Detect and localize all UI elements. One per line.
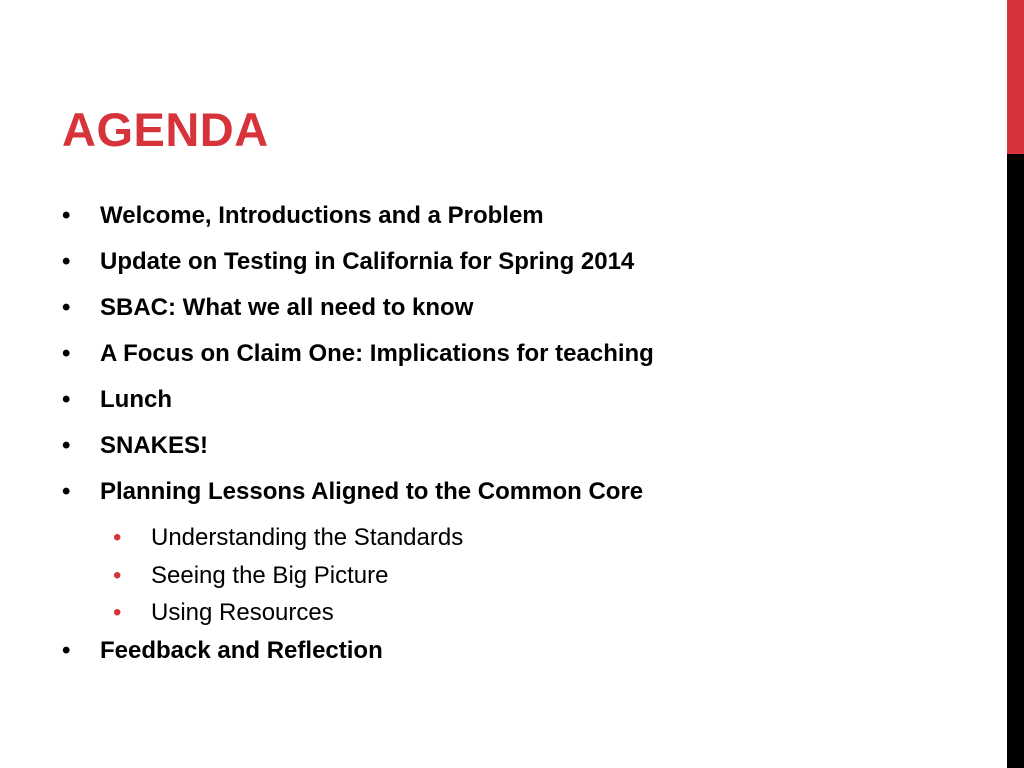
bullet-icon: • bbox=[62, 248, 71, 275]
agenda-item-label: Update on Testing in California for Spring 2014 bbox=[100, 248, 635, 275]
slide-title: AGENDA bbox=[62, 103, 269, 156]
agenda-item-label: SNAKES! bbox=[100, 432, 209, 459]
agenda-item-label: Lunch bbox=[100, 386, 172, 413]
agenda-item bbox=[62, 385, 172, 415]
bullet-icon: • bbox=[62, 478, 71, 505]
slide-accent-bar bbox=[1007, 0, 1024, 768]
agenda-item bbox=[62, 247, 634, 277]
agenda-subitem bbox=[113, 561, 388, 591]
agenda-subitem bbox=[113, 598, 334, 628]
bullet-icon: • bbox=[62, 637, 71, 664]
agenda-item bbox=[62, 636, 383, 666]
sub-bullet-icon: • bbox=[113, 562, 122, 589]
agenda-item bbox=[62, 477, 643, 507]
accent-bar-black-segment bbox=[1007, 154, 1024, 768]
agenda-item-label: Feedback and Reflection bbox=[100, 637, 383, 664]
agenda-subitem-label: Seeing the Big Picture bbox=[151, 562, 389, 589]
agenda-item bbox=[62, 201, 544, 231]
sub-bullet-icon: • bbox=[113, 599, 122, 626]
agenda-subitem-label: Using Resources bbox=[151, 599, 334, 626]
accent-bar-red-segment bbox=[1007, 0, 1024, 154]
agenda-item bbox=[62, 339, 654, 369]
agenda-item-label: Planning Lessons Aligned to the Common Core bbox=[100, 478, 644, 505]
bullet-icon: • bbox=[62, 386, 71, 413]
sub-bullet-icon: • bbox=[113, 524, 122, 551]
agenda-item-label: A Focus on Claim One: Implications for teaching bbox=[100, 340, 654, 367]
agenda-subitem bbox=[113, 523, 463, 553]
agenda-item-label: Welcome, Introductions and a Problem bbox=[100, 202, 544, 229]
agenda-subitem-label: Understanding the Standards bbox=[151, 524, 464, 551]
agenda-item-label: SBAC: What we all need to know bbox=[100, 294, 474, 321]
agenda-item bbox=[62, 431, 208, 461]
bullet-icon: • bbox=[62, 432, 71, 459]
agenda-item bbox=[62, 293, 473, 323]
bullet-icon: • bbox=[62, 294, 71, 321]
bullet-icon: • bbox=[62, 340, 71, 367]
bullet-icon: • bbox=[62, 202, 71, 229]
